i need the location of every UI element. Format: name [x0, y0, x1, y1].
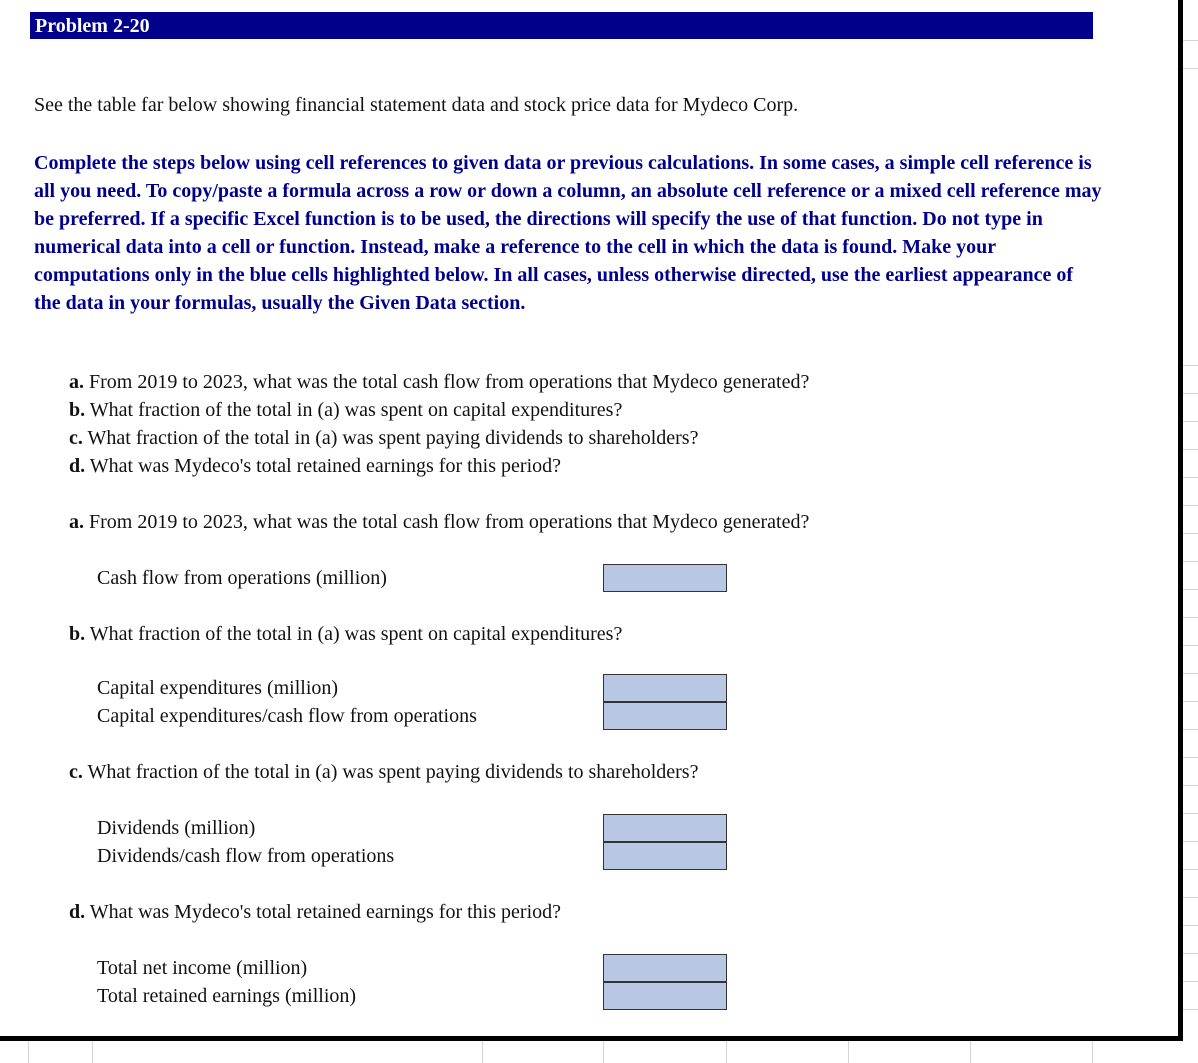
row-label-net-income: Total net income (million) [97, 957, 308, 979]
gridlines-bottom [0, 1041, 1198, 1063]
instructions-text: Complete the steps below using cell references to given data or previous calculations. In some cases, a simple cell reference is all you need. To copy/paste a formula across a row or down a column, an absolute cell reference or a mixed cell reference may be preferred. If a specific Excel function is to be used, the directions will specify the use of that function. Do not type in numerical data into a cell or function. Instead, make a reference to the cell in which the data is found. Make your computations only in the blue cells highlighted below. In all cases, unless otherwise directed, use the earliest appearance of the data in your formulas, usually the Given Data section. [34, 152, 1102, 314]
gridlines-right [1183, 0, 1198, 1063]
intro-text: See the table far below showing financial statement data and stock price data for Mydeco Corp. [34, 94, 799, 116]
input-cell-dividends[interactable] [603, 814, 727, 842]
summary-item-d: d. What was Mydeco's total retained earnings for this period? [69, 455, 561, 477]
input-cell-capex[interactable] [603, 674, 727, 702]
row-label-retained-earnings: Total retained earnings (million) [97, 985, 357, 1007]
section-c-question: c. What fraction of the total in (a) was spent paying dividends to shareholders? [69, 761, 699, 783]
section-d-question: d. What was Mydeco's total retained earnings for this period? [69, 901, 561, 923]
section-b-question: b. What fraction of the total in (a) was spent on capital expenditures? [69, 623, 623, 645]
row-label-cash-flow: Cash flow from operations (million) [97, 567, 387, 589]
section-a-question: a. From 2019 to 2023, what was the total cash flow from operations that Mydeco generated? [69, 511, 810, 533]
problem-title: Problem 2-20 [35, 15, 150, 37]
row-label-capex-ratio: Capital expenditures/cash flow from operations [97, 705, 477, 727]
input-cell-cash-flow[interactable] [603, 564, 727, 592]
input-cell-dividends-ratio[interactable] [603, 842, 727, 870]
summary-item-a: a. From 2019 to 2023, what was the total cash flow from operations that Mydeco generated? [69, 371, 810, 393]
row-label-dividends: Dividends (million) [97, 817, 256, 839]
row-label-capex: Capital expenditures (million) [97, 677, 339, 699]
input-cell-net-income[interactable] [603, 954, 727, 982]
input-cell-capex-ratio[interactable] [603, 702, 727, 730]
summary-item-b: b. What fraction of the total in (a) was spent on capital expenditures? [69, 399, 623, 421]
title-bar [28, 12, 1093, 39]
row-label-dividends-ratio: Dividends/cash flow from operations [97, 845, 395, 867]
input-cell-retained-earnings[interactable] [603, 982, 727, 1010]
summary-item-c: c. What fraction of the total in (a) was spent paying dividends to shareholders? [69, 427, 699, 449]
